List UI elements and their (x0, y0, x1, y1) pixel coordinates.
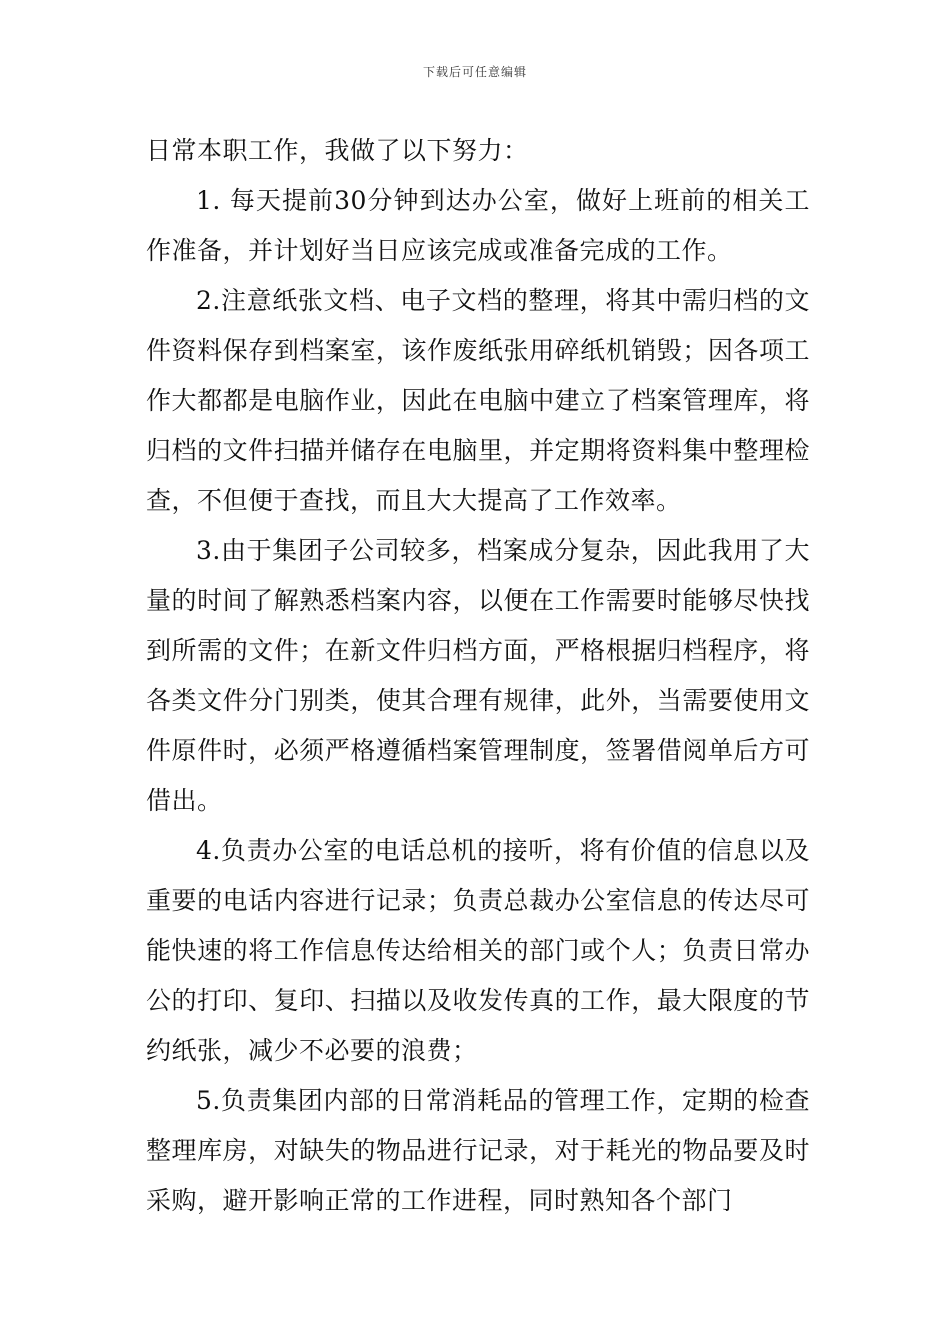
page-header: 下载后可任意编辑 (422, 65, 527, 79)
paragraph-item-3: 3.由于集团子公司较多，档案成分复杂，因此我用了大量的时间了解熟悉档案内容，以便在工作需要时能够尽快找到所需的文件；在新文件归档方面，严格根据归档程序，将各类文件分门别类，使其合理有规律，此外，当需要使用文件原件时，必须严格遵循档案管理制度，签署借阅单后方可借出。 (146, 536, 810, 815)
paragraph-item-2: 2.注意纸张文档、电子文档的整理，将其中需归档的文件资料保存到档案室，该作废纸张用碎纸机销毁；因各项工作大都都是电脑作业，因此在电脑中建立了档案管理库，将归档的文件扫描并储存在电脑里，并定期将资料集中整理检查，不但便于查找，而且大大提高了工作效率。 (146, 286, 810, 515)
paragraph-item-4: 4.负责办公室的电话总机的接听，将有价值的信息以及重要的电话内容进行记录；负责总裁办公室信息的传达尽可能快速的将工作信息传达给相关的部门或个人；负责日常办公的打印、复印、扫描以及收发传真的工作，最大限度的节约纸张，减少不必要的浪费； (146, 836, 810, 1065)
paragraph-intro: 日常本职工作，我做了以下努力： (146, 136, 529, 165)
document-body (146, 126, 810, 1226)
paragraph-item-5: 5.负责集团内部的日常消耗品的管理工作，定期的检查整理库房，对缺失的物品进行记录，对于耗光的物品要及时采购，避开影响正常的工作进程，同时熟知各个部门 (146, 1086, 810, 1215)
paragraph-item-1: 1. 每天提前30分钟到达办公室，做好上班前的相关工作准备，并计划好当日应该完成或准备完成的工作。 (146, 186, 810, 265)
